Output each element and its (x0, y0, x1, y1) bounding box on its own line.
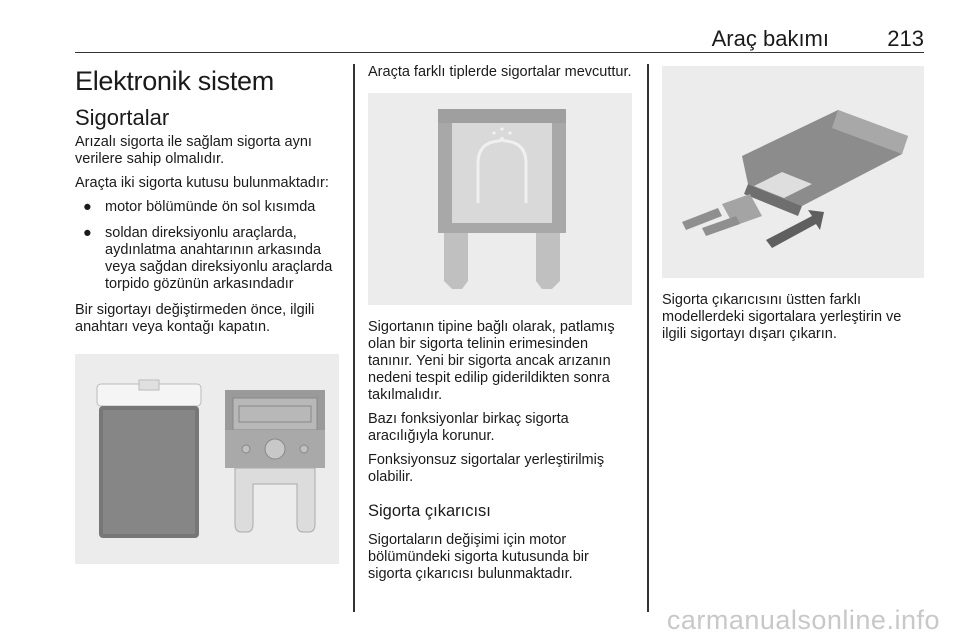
section-heading-sigortalar: Sigortalar (75, 105, 170, 130)
page-header (75, 22, 924, 53)
bullet-icon: ● (83, 199, 92, 215)
watermark: carmanualsonline.info (666, 605, 940, 635)
bullet-icon: ● (83, 225, 92, 241)
column-divider-1 (353, 64, 355, 612)
section-title: Araç bakımı (711, 26, 829, 51)
fuse-types-illustration (75, 354, 339, 564)
page-number: 213 (887, 26, 924, 51)
paragraph: Sigortaların değişimi için motor bölümündeki sigorta kutusunda bir sigorta çıkarıcısı bulunmaktadır. (368, 532, 589, 582)
paragraph: Sigortanın tipine bağlı olarak, patlamış olan bir sigorta telinin erimesinden tanınır. Yeni bir sigorta ancak arızanın nedeni tespit edilip giderildikten sonra takılmalıdır. (368, 319, 615, 403)
section-heading-fuse-puller: Sigorta çıkarıcısı (368, 502, 491, 520)
column-2 (368, 64, 632, 590)
paragraph: Fonksiyonsuz sigortalar yerleştirilmiş olabilir. (368, 452, 605, 485)
paragraph: Araçta farklı tiplerde sigortalar mevcuttur. (368, 64, 632, 80)
paragraph: Arızalı sigorta ile sağlam sigorta aynı verilere sahip olmalıdır. (75, 134, 312, 167)
list-item: ● soldan direksiyonlu araçlarda, aydınlatma anahtarının arkasında veya sağdan direksiyonlu araçlarda torpido gözünün arkasındadır (83, 225, 333, 292)
paragraph: Araçta iki sigorta kutusu bulunmaktadır: (75, 175, 329, 191)
column-divider-2 (647, 64, 649, 612)
blade-fuse-illustration (368, 93, 632, 305)
fusebox-location-list (75, 199, 345, 293)
paragraph: Bazı fonksiyonlar birkaç sigorta aracılığıyla korunur. (368, 411, 569, 444)
fuse-puller-illustration (662, 66, 924, 278)
column-1 (75, 64, 345, 564)
paragraph: Bir sigortayı değiştirmeden önce, ilgili anahtarı veya kontağı kapatın. (75, 302, 315, 335)
column-3 (662, 64, 928, 350)
chapter-title: Elektronik sistem (75, 66, 274, 96)
paragraph: Sigorta çıkarıcısını üstten farklı modellerdeki sigortalara yerleştirin ve ilgili sigortayı dışarı çıkarın. (662, 292, 902, 342)
list-item: ● motor bölümünde ön sol kısımda (83, 199, 316, 215)
